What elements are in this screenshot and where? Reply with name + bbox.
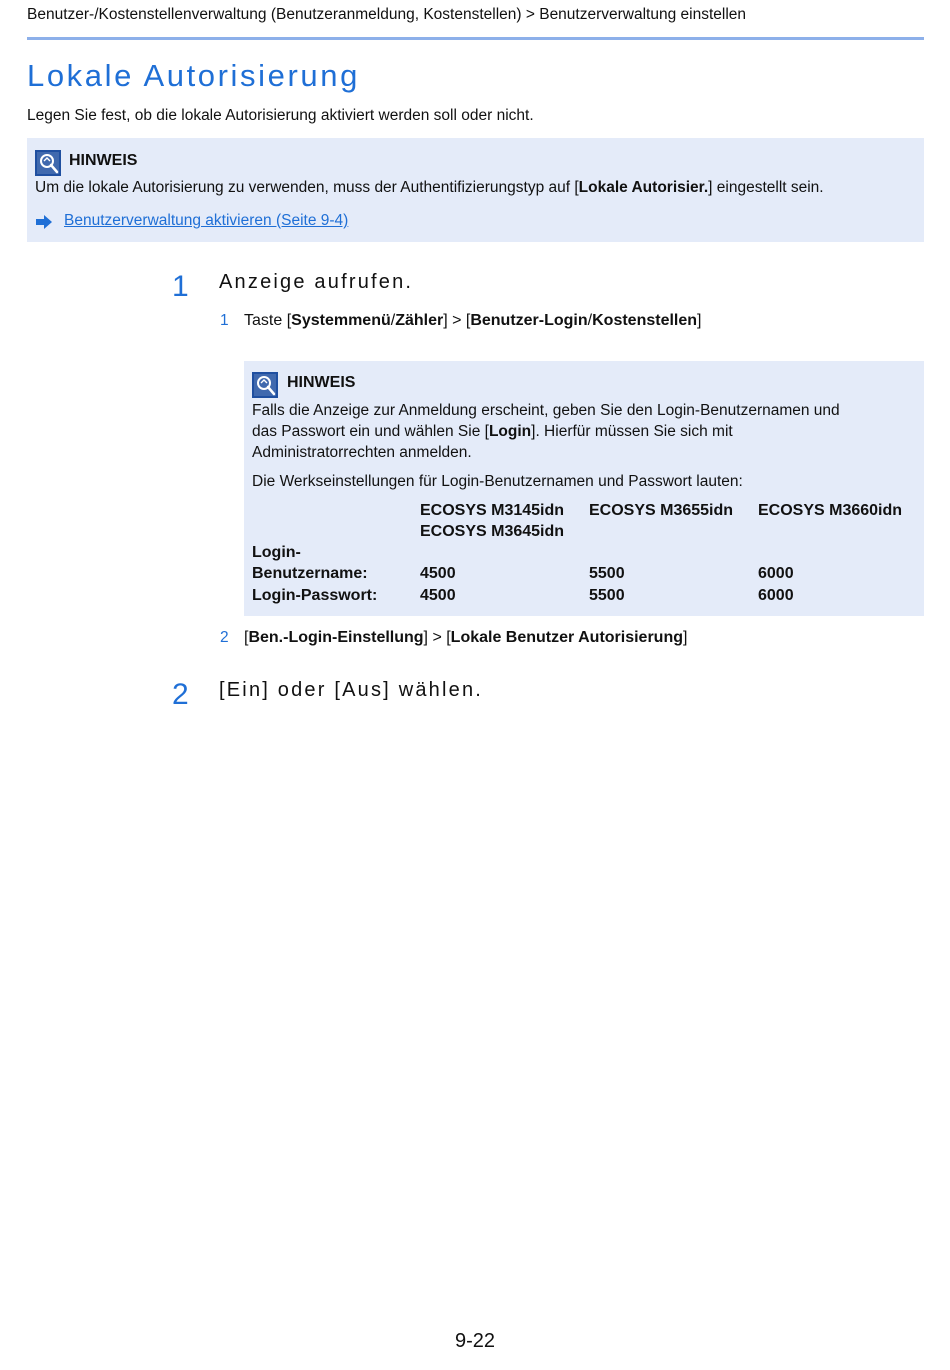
- note-heading: HINWEIS: [69, 152, 138, 169]
- table-cell: 4500: [420, 565, 456, 582]
- intro-text: Legen Sie fest, ob die lokale Autorisierung aktiviert werden soll oder nicht.: [27, 107, 534, 124]
- credentials-table: [252, 500, 923, 606]
- note-box-login: [244, 361, 924, 616]
- substep-number: 1: [220, 312, 229, 329]
- substep-text: Taste [Systemmenü/Zähler] > [Benutzer-Login/Kostenstellen]: [244, 312, 702, 329]
- table-row: [252, 584, 923, 606]
- table-row: [252, 542, 923, 584]
- note-box-local-auth: [27, 138, 924, 242]
- header-rule: [27, 37, 924, 40]
- table-header-cell: ECOSYS M3660idn: [758, 502, 903, 519]
- table-cell: 6000: [758, 565, 794, 582]
- note-paragraph-defaults: Die Werkseinstellungen für Login-Benutzernamen und Passwort lauten:: [252, 473, 743, 490]
- table-cell: 5500: [589, 587, 625, 604]
- substep-text: [Ben.-Login-Einstellung] > [Lokale Benutzer Autorisierung]: [244, 629, 688, 646]
- table-cell: 5500: [589, 565, 625, 582]
- table-row-label: Login-Passwort:: [252, 587, 378, 604]
- step-number: 2: [172, 678, 189, 711]
- page-number: 9-22: [454, 1330, 496, 1352]
- table-cell: 6000: [758, 587, 794, 604]
- page-title: Lokale Autorisierung: [27, 58, 360, 93]
- table-row-label: Login- Benutzername:: [252, 544, 368, 582]
- step-title: Anzeige aufrufen.: [219, 271, 414, 293]
- enable-user-management-link[interactable]: Benutzerverwaltung aktivieren (Seite 9-4): [64, 212, 349, 229]
- model-name: ECOSYS M3145idn: [420, 502, 565, 519]
- breadcrumb: Benutzer-/Kostenstellenverwaltung (Benutzeranmeldung, Kostenstellen) > Benutzerverwaltung einstellen: [27, 6, 747, 23]
- note-text: Um die lokale Autorisierung zu verwenden, muss der Authentifizierungstyp auf [Lokale Autorisier.] eingestellt sein.: [35, 179, 824, 196]
- note-paragraph-login: Falls die Anzeige zur Anmeldung erscheint, geben Sie den Login-Benutzernamen und das Passwort ein und wählen Sie [Login]. Hierfür müssen Sie sich mit Administratorrechten anmelden.: [252, 402, 840, 461]
- step-number: 1: [172, 270, 189, 303]
- model-name: ECOSYS M3645idn: [420, 523, 565, 540]
- step-title: [Ein] oder [Aus] wählen.: [219, 679, 484, 701]
- hint-icon: [252, 372, 278, 398]
- table-header-cell: ECOSYS M3655idn: [589, 502, 734, 519]
- table-header-row: [252, 500, 923, 542]
- note-heading: HINWEIS: [287, 374, 356, 391]
- table-header-cell: [252, 500, 420, 542]
- arrow-right-icon: [35, 215, 53, 229]
- hint-icon: [35, 150, 61, 176]
- substep-number: 2: [220, 629, 229, 646]
- table-header-cell: [420, 500, 589, 542]
- table-cell: 4500: [420, 587, 456, 604]
